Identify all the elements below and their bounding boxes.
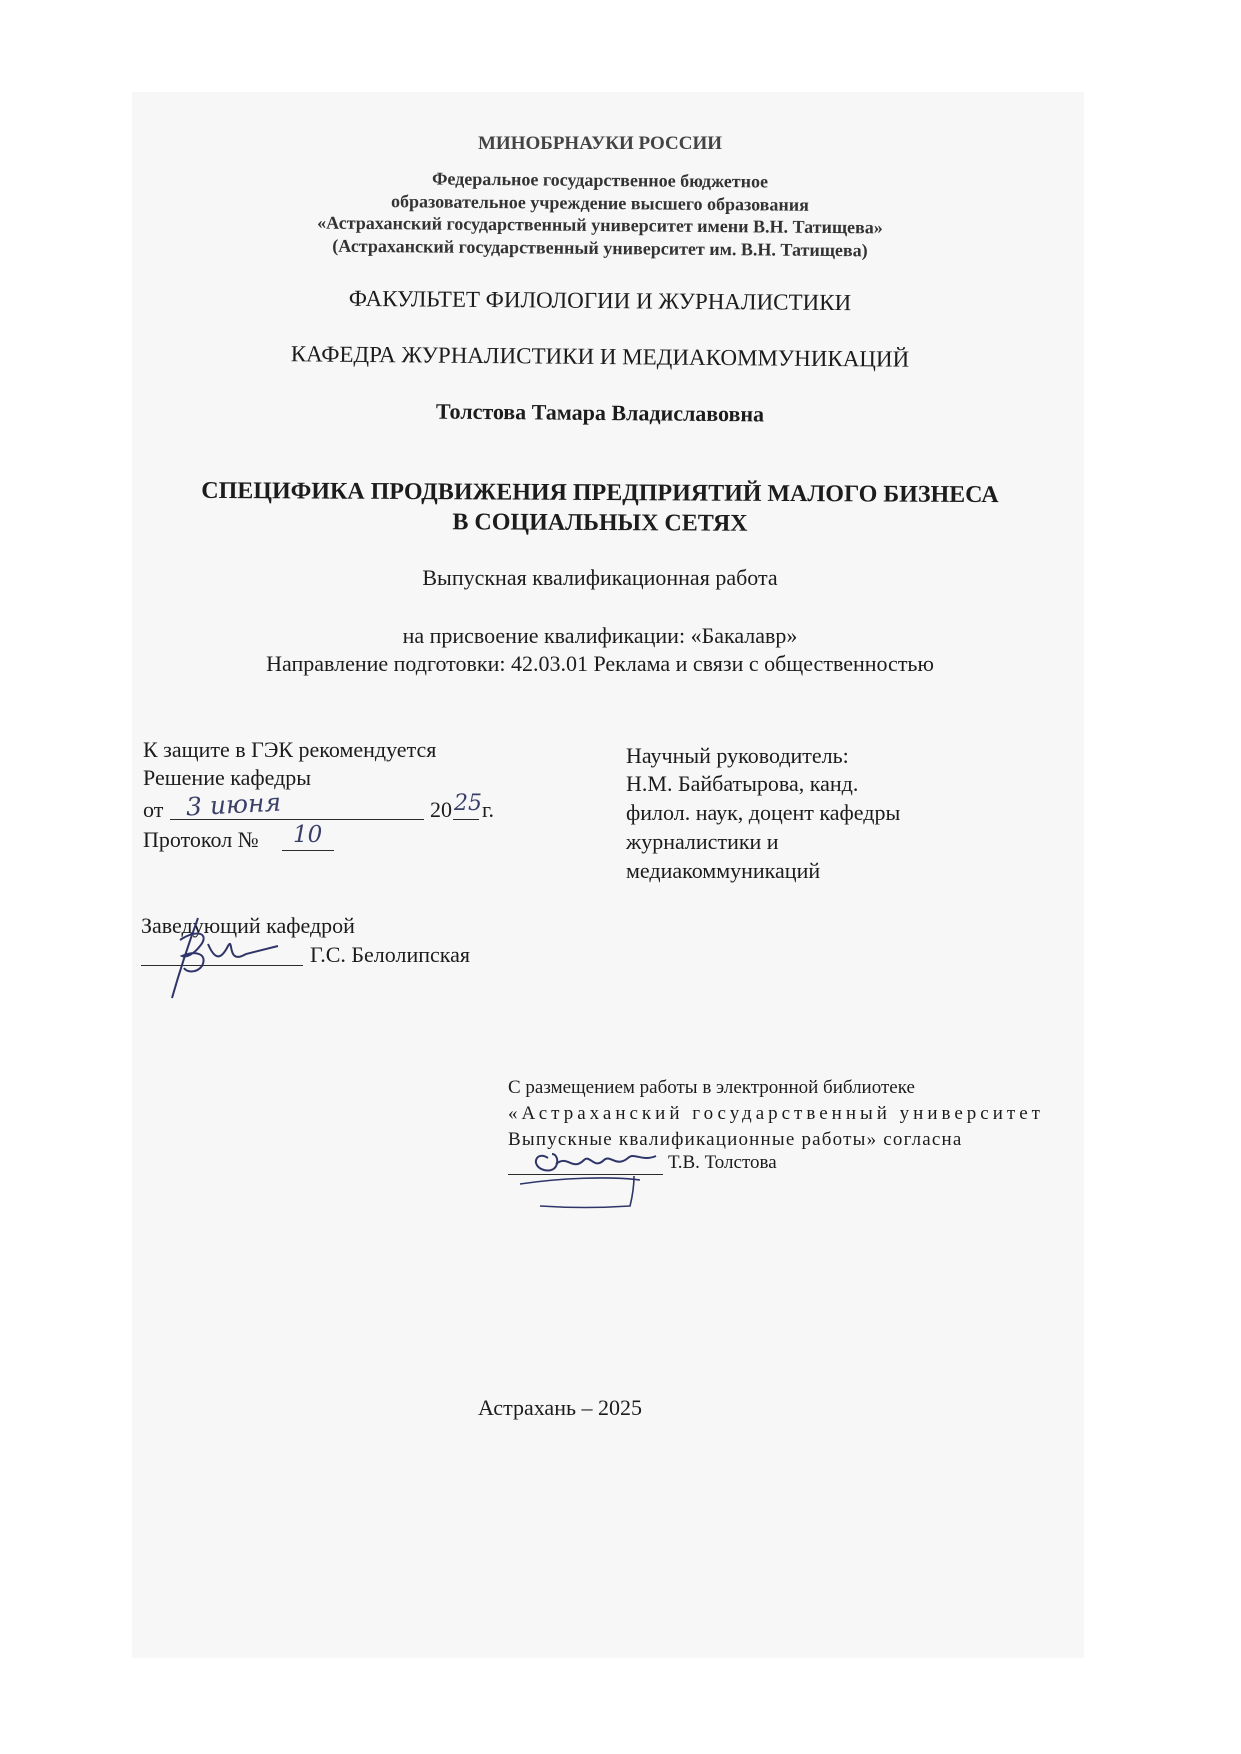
- handwritten-date: 3 июня: [185, 787, 282, 822]
- supervisor-label: Научный руководитель:: [626, 743, 849, 768]
- year-suffix: г.: [482, 797, 495, 822]
- consent-signature: [500, 1146, 670, 1216]
- faculty-name: ФАКУЛЬТЕТ ФИЛОЛОГИИ И ЖУРНАЛИСТИКИ: [348, 285, 852, 316]
- thesis-title-line-2: В СОЦИАЛЬНЫХ СЕТЯХ: [452, 509, 748, 537]
- supervisor-line-3: журналистики и: [626, 829, 779, 854]
- ministry-heading: МИНОБРНАУКИ РОССИИ: [477, 133, 723, 154]
- work-type: Выпускная квалификационная работа: [422, 565, 778, 590]
- consent-signer-name: Т.В. Толстова: [668, 1152, 777, 1173]
- study-direction: Направление подготовки: 42.03.01 Реклама и связи с общественностью: [266, 651, 934, 676]
- scanned-page: [132, 92, 1084, 1658]
- head-signature: [150, 910, 290, 1005]
- institution-line-4: (Астраханский государственный университет им. В.Н. Татищева): [332, 235, 868, 261]
- institution-line-2: образовательное учреждение высшего образования: [390, 191, 810, 215]
- protocol-underline: [282, 850, 334, 851]
- library-consent-line-3: Выпускные квалификационные работы» согласна: [508, 1129, 963, 1150]
- institution-line-1: Федеральное государственное бюджетное: [431, 168, 769, 192]
- supervisor-line-1: Н.М. Байбатырова, канд.: [626, 771, 859, 796]
- thesis-title-line-1: СПЕЦИФИКА ПРОДВИЖЕНИЯ ПРЕДПРИЯТИЙ МАЛОГО БИЗНЕСА: [201, 477, 999, 509]
- department-name: КАФЕДРА ЖУРНАЛИСТИКИ И МЕДИАКОММУНИКАЦИЙ: [290, 341, 910, 372]
- handwritten-year: 25: [454, 791, 482, 816]
- protocol-label: Протокол №: [143, 827, 259, 852]
- head-of-department-name: Г.С. Белолипская: [310, 942, 471, 967]
- library-consent-line-1: С размещением работы в электронной библиотеке: [508, 1077, 915, 1098]
- qualification: на присвоение квалификации: «Бакалавр»: [402, 623, 798, 648]
- defense-recommendation: К защите в ГЭК рекомендуется: [143, 737, 437, 762]
- author-name: Толстова Тамара Владиславовна: [435, 398, 765, 427]
- institution-line-3: «Астраханский государственный университет имени В.Н. Татищева»: [317, 212, 883, 238]
- supervisor-line-4: медиакоммуникаций: [626, 858, 821, 883]
- year-underline: [453, 819, 479, 820]
- department-decision: Решение кафедры: [143, 765, 312, 790]
- head-of-department-label: Заведующий кафедрой: [141, 913, 355, 938]
- library-consent-line-2: «Астраханский государственный университет: [508, 1103, 1044, 1124]
- supervisor-line-2: филол. наук, доцент кафедры: [626, 800, 901, 825]
- year-prefix: 20: [430, 797, 452, 822]
- handwritten-protocol-number: 10: [293, 822, 323, 848]
- date-from-label: от: [143, 797, 164, 822]
- city-year: Астрахань – 2025: [477, 1395, 643, 1420]
